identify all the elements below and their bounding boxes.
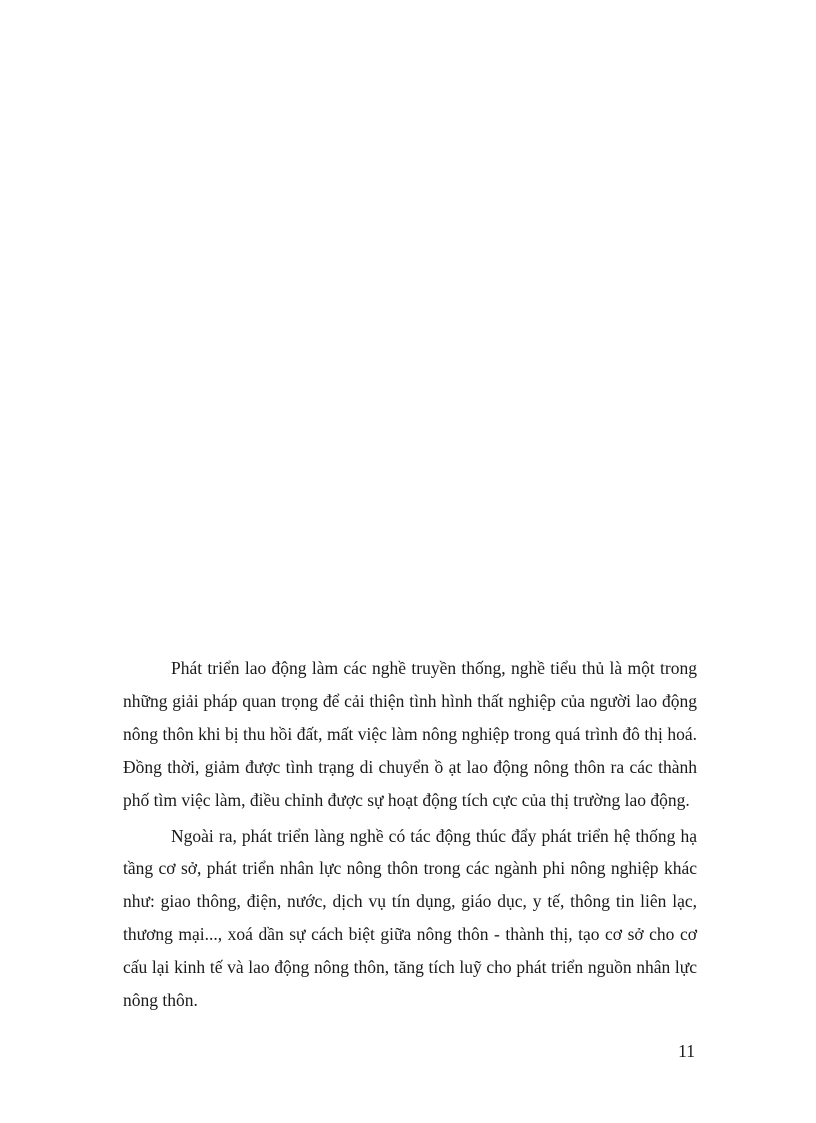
page-number: 11 bbox=[678, 1041, 695, 1061]
body-text bbox=[123, 652, 697, 1017]
paragraph-2: Ngoài ra, phát triển làng nghề có tác động thúc đẩy phát triển hệ thống hạ tầng cơ sở, phát triển nhân lực nông thôn trong các ngành phi nông nghiệp khác như: giao thông, điện, nước, dịch vụ tín dụng, giáo dục, y tế, thông tin liên lạc, thương mại..., xoá dần sự cách biệt giữa nông thôn - thành thị, tạo cơ sở cho cơ cấu lại kinh tế và lao động nông thôn, tăng tích luỹ cho phát triển nguồn nhân lực nông thôn. bbox=[123, 825, 697, 1011]
paragraph-1: Phát triển lao động làm các nghề truyền thống, nghề tiểu thủ là một trong những giải pháp quan trọng để cải thiện tình hình thất nghiệp của người lao động nông thôn khi bị thu hồi đất, mất việc làm nông nghiệp trong quá trình đô thị hoá. Đồng thời, giảm được tình trạng di chuyển ồ ạt lao động nông thôn ra các thành phố tìm việc làm, điều chỉnh được sự hoạt động tích cực của thị trường lao động. bbox=[123, 658, 697, 810]
